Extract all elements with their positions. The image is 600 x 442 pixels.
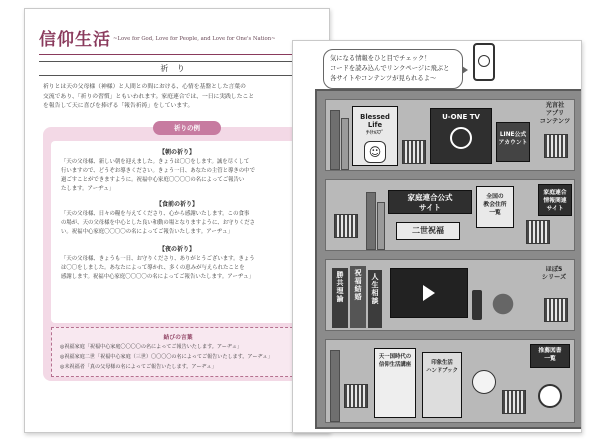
qr-code[interactable] (544, 298, 568, 322)
evening-heading: 【夜の祈り】 (158, 246, 195, 253)
shelf-row-2 (325, 179, 575, 251)
morning-heading: 【朝の祈り】 (158, 149, 195, 156)
intro-line: 交流であり、「祈りの習慣」ともいわれます。家庭連合では、一日に実践したこと (43, 93, 255, 100)
line-official-tile[interactable] (496, 122, 530, 162)
evening-text (61, 255, 295, 282)
text-line: 行いますので、どうぞお導きください。きょう一日、あなたの主管と導きの中で (61, 168, 255, 174)
closing-line: ◎未祝福者「真の父母様の名によってご報告いたします。アーヂュ」 (60, 364, 217, 370)
smartphone-mascot-icon (473, 43, 495, 81)
book-spine (366, 192, 376, 250)
mascot-face-icon (478, 55, 490, 67)
closing-line: ◎祝福家庭二世「祝福中心家庭（三世）〇〇〇〇の名によってご報告いたします。アーヂュ」 (60, 354, 273, 360)
meal-heading: 【食前の祈り】 (155, 201, 198, 208)
smile-icon: ☺ (364, 141, 386, 163)
bubble-line: コードを読み込んでリンクページに飛ぶと (330, 65, 450, 72)
text-line: は〇〇をしました。あなたによって導かれ、多くの恵みが与えられたことを (61, 265, 245, 271)
morning-text (61, 158, 295, 194)
text-line: 「天の父母様、新しい朝を迎えました。きょうは〇〇をします。誠を尽くして (61, 159, 250, 165)
book-cover[interactable]: 印象生活 ハンドブック (422, 352, 462, 418)
bubble-tail (462, 66, 468, 74)
text-line: い。祝福中心家庭〇〇〇〇の名によってご報告いたします。アーヂュ」 (61, 229, 233, 235)
examples-box (51, 141, 303, 323)
closing-words-box (51, 327, 303, 377)
left-page (24, 8, 330, 433)
church-list-tile[interactable]: 全国の 教会住所 一覧 (476, 186, 514, 228)
right-page (292, 40, 582, 433)
shukufuku-label: 祝福結婚 (354, 269, 362, 301)
uone-tv-label: U-ONE TV (442, 113, 480, 121)
shokyo-label: 勝共理論 (336, 271, 344, 303)
intro-text (43, 83, 309, 112)
closing-heading: 結びの言葉 (163, 335, 193, 341)
qr-code[interactable] (526, 220, 550, 244)
speech-bubble (323, 49, 463, 89)
line-official-label: LINE公式 アカウント (498, 132, 528, 146)
title-divider (39, 54, 309, 55)
hobo-series-label: ほぼ5 シリーズ (541, 266, 567, 281)
page-subtitle: ~Love for God, Love for People, and Love for One's Nation~ (113, 36, 276, 42)
shukufuku-book[interactable] (350, 266, 366, 328)
bubble-line: 気になる情報をひと目でチェック！ (330, 55, 431, 62)
page-title: 信仰生活 (39, 30, 111, 50)
nisei-blessing-tile[interactable]: 二世祝福 (396, 222, 460, 240)
recommended-books-tile[interactable]: 推薦図書 一覧 (530, 344, 570, 368)
uone-tv-tile[interactable] (430, 108, 492, 164)
text-line: 「天の父母様、きょうも一日、お守りくださり、ありがとうございます。きょう (61, 256, 255, 262)
blessed-life-sublabel: ｻｲｹﾙｽﾌﾞ (366, 130, 384, 136)
video-screen[interactable] (390, 268, 468, 318)
shelf-row-1 (325, 99, 575, 171)
prayer-examples-panel (43, 124, 311, 381)
intro-line: 祈りとは天の父母様（神様）と人間との間における、心情を基盤とした言葉の (43, 84, 246, 90)
power-icon (450, 127, 472, 149)
official-site-tile[interactable]: 家庭連合公式 サイト (388, 190, 472, 214)
mascot-icon (472, 370, 496, 394)
plant-icon (488, 284, 518, 324)
qr-code[interactable] (544, 134, 568, 158)
text-line: 過ごすことができますように。祝福中心家庭〇〇〇〇の名によってご報告い (61, 177, 245, 183)
info-site-tile[interactable]: 家庭連合 情報関連 サイト (538, 184, 572, 216)
shokyo-book[interactable] (332, 268, 348, 328)
qr-code[interactable] (334, 214, 358, 238)
book-spine (377, 202, 385, 250)
soudan-book[interactable] (368, 270, 382, 328)
text-line: 「天の父母様、日々の糧を与えてくださり、心から感謝いたします。この食事 (61, 211, 250, 217)
bubble-line: 各サイトやコンテンツが見られるよ～ (330, 75, 437, 82)
section-heading: 祈 り (39, 61, 309, 76)
qr-code[interactable] (502, 390, 526, 414)
book-spine (330, 110, 340, 170)
blessed-life-tile[interactable] (352, 106, 398, 166)
qr-code[interactable] (402, 140, 426, 164)
examples-tab: 祈りの例 (153, 121, 221, 135)
kosei-app-label: 光言社 アプリ コンテンツ (539, 102, 571, 125)
book-spine (341, 118, 349, 170)
book-cover[interactable]: 天一国時代の 信仰生活講座 (374, 348, 416, 418)
meal-text (61, 210, 295, 237)
closing-line: ◎祝福家庭「祝福中心家庭〇〇〇〇の名によってご報告いたします。アーヂュ」 (60, 344, 243, 350)
blessed-life-label: Blessed Life (360, 113, 390, 129)
play-icon (423, 285, 435, 301)
soudan-label: 人生相談 (371, 273, 379, 305)
remote-icon (472, 290, 482, 320)
text-line: たします。アーヂュ」 (61, 186, 115, 192)
text-line: 感謝します。祝福中心家庭〇〇〇〇の名によってご報告いたします。アーヂュ」 (61, 274, 254, 280)
clock-icon (538, 384, 562, 408)
bookshelf (315, 89, 582, 429)
shelf-row-3 (325, 259, 575, 331)
intro-line: を報告して天に喜びを捧げる「報告祈祷」をしています。 (43, 103, 194, 109)
qr-code[interactable] (344, 384, 368, 408)
book-spine (330, 350, 340, 422)
shelf-row-4 (325, 339, 575, 423)
text-line: の場が、天の父母様を中心とした良い和動の場となりますように、お守りくださ (61, 220, 256, 226)
